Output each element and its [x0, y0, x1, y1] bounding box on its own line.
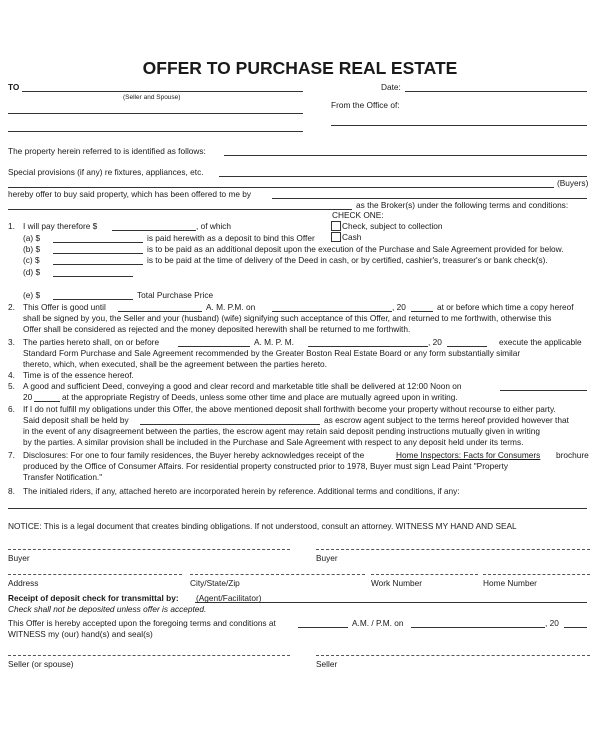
buyers-label: (Buyers) [557, 178, 589, 188]
e-amount-line[interactable] [53, 299, 133, 300]
offered-by-line[interactable] [272, 198, 587, 199]
accepted-text: This Offer is hereby accepted upon the foregoing terms and conditions at [8, 618, 276, 628]
clause-4-text: Time is of the essence hereof. [23, 370, 134, 380]
buyers-line[interactable] [8, 187, 554, 188]
from-office-line[interactable] [331, 125, 587, 126]
clause-3-line-1c: , 20 [428, 337, 442, 347]
date-line[interactable] [405, 91, 587, 92]
clause-3-line-2: Standard Form Purchase and Sale Agreement recommended by the Greater Boston Real Estate Board or any form substantially similar [23, 348, 521, 358]
check-option-label: Check, subject to collection [342, 221, 443, 231]
special-provisions-label: Special provisions (if any) re fixtures, appliances, etc. [8, 167, 204, 177]
clause-2-line-1c: , 20 [392, 302, 406, 312]
a-text: is paid herewith as a deposit to bind this Offer [147, 233, 315, 243]
accepted-year-line[interactable] [564, 627, 587, 628]
buyer-1-label: Buyer [8, 553, 30, 563]
escrow-agent-line[interactable] [140, 424, 320, 425]
clause-5-line-2a: 20 [23, 392, 33, 402]
good-until-date-line[interactable] [272, 311, 392, 312]
clause-7-line-1a: Disclosures: For one to four family residences, the Buyer hereby acknowledges receipt of the [23, 450, 365, 460]
clause-1-number: 1. [8, 221, 15, 231]
city-line[interactable] [190, 574, 365, 575]
to-label: TO [8, 82, 20, 92]
clause-7-line-1c: brochure [556, 450, 589, 460]
pay-therefore-label: I will pay therefore $ [23, 221, 98, 231]
clause-7-line-3: Transfer Notification." [23, 472, 103, 482]
good-until-year-line[interactable] [411, 311, 433, 312]
work-number-label: Work Number [371, 578, 423, 588]
special-provisions-line[interactable] [219, 176, 587, 177]
d-amount-line[interactable] [53, 276, 133, 277]
property-identified-label: The property herein referred to is identified as follows: [8, 146, 206, 156]
clause-4-number: 4. [8, 370, 15, 380]
b-label: (b) $ [23, 244, 41, 254]
accepted-ampm: A.M. / P.M. on [352, 618, 404, 628]
clause-5-line-2b: at the appropriate Registry of Deeds, unless some other time and place are mutually agreed upon in writing. [62, 392, 458, 402]
clause-3-line-1a: The parties hereto shall, on or before [23, 337, 160, 347]
clause-6-line-1: If I do not fulfill my obligations under this Offer, the above mentioned deposit shall forthwith become your property without recourse to either party. [23, 404, 556, 414]
execute-date-line[interactable] [308, 346, 428, 347]
cash-option-label: Cash [342, 232, 362, 242]
execute-year-line[interactable] [447, 346, 487, 347]
c-label: (c) $ [23, 255, 40, 265]
a-amount-line[interactable] [53, 242, 143, 243]
clause-7-line-2: produced by the Office of Consumer Affairs. For residential property constructed prior to 1978, Buyer must sign Lead Paint "Property [23, 461, 509, 471]
accepted-year-prefix: , 20 [545, 618, 559, 628]
good-until-time-line[interactable] [118, 311, 202, 312]
deed-year-line[interactable] [34, 401, 60, 402]
broker-line[interactable] [8, 209, 352, 210]
c-text: is to be paid at the time of delivery of the Deed in cash, or by certified, cashier's, treasurer's or bank check(s). [147, 255, 548, 265]
accepted-time-line[interactable] [298, 627, 348, 628]
clause-6-line-4: by the parties. A similar provision shall be included in the Purchase and Sale Agreement with respect to any deposit held under its terms. [23, 437, 524, 447]
city-state-zip-label: City/State/Zip [190, 578, 240, 588]
clause-6-number: 6. [8, 404, 15, 414]
clause-5-line-1: A good and sufficient Deed, conveying a good and clear record and marketable title shall be delivered at 12:00 Noon on [23, 381, 462, 391]
total-price-label: Total Purchase Price [137, 290, 214, 300]
b-amount-line[interactable] [53, 253, 143, 254]
clause-7-number: 7. [8, 450, 15, 460]
clause-6-line-2a: Said deposit shall be held by [23, 415, 129, 425]
witness-text: WITNESS my (our) hand(s) and seal(s) [8, 629, 153, 639]
clause-2-number: 2. [8, 302, 15, 312]
agent-label: (Agent/Facilitator) [196, 593, 262, 603]
accepted-date-line[interactable] [411, 627, 545, 628]
check-checkbox[interactable] [331, 221, 341, 231]
e-label: (e) $ [23, 290, 41, 300]
additional-terms-line[interactable] [8, 508, 587, 509]
seller-signature-line[interactable] [316, 655, 590, 656]
clause-3-line-1b: A. M. P. M. [254, 337, 294, 347]
receipt-label: Receipt of deposit check for transmittal by: [8, 593, 179, 603]
buyer-2-signature-line[interactable] [316, 549, 590, 550]
d-label: (d) $ [23, 267, 41, 277]
clause-8-text: The initialed riders, if any, attached hereto are incorporated herein by reference. Additional terms and conditions, if any: [23, 486, 460, 496]
clause-3-number: 3. [8, 337, 15, 347]
seller-spouse-caption: (Seller and Spouse) [123, 94, 181, 101]
clause-2-line-1d: at or before which time a copy hereof [437, 302, 574, 312]
clause-2-line-3: Offer shall be considered as rejected and the money deposited herewith shall be returned to me forthwith. [23, 324, 411, 334]
check-one-label: CHECK ONE: [332, 210, 384, 220]
clause-3-line-1d: execute the applicable [499, 337, 582, 347]
deed-date-line[interactable] [500, 390, 587, 391]
b-text: is to be paid as an additional deposit upon the execution of the Purchase and Sale Agreement provided for below. [147, 244, 564, 254]
clause-8-number: 8. [8, 486, 15, 496]
notice-text: NOTICE: This is a legal document that creates binding obligations. If not understood, consult an attorney. WITNESS MY HAND AND SEAL [8, 521, 517, 531]
price-line[interactable] [112, 230, 196, 231]
address-line[interactable] [8, 574, 182, 575]
cash-checkbox[interactable] [331, 232, 341, 242]
clause-6-line-3: in the event of any disagreement between the parties, the escrow agent may retain said deposit pending instructions mutually given in writing [23, 426, 541, 436]
brochure-title: Home Inspectors: Facts for Consumers [396, 450, 541, 460]
property-line[interactable] [224, 155, 587, 156]
a-label: (a) $ [23, 233, 41, 243]
from-office-label: From the Office of: [331, 100, 400, 110]
clause-5-number: 5. [8, 381, 15, 391]
seller-spouse-signature-line[interactable] [8, 655, 290, 656]
to-line[interactable] [22, 91, 303, 92]
clause-2-line-1b: A. M. P.M. on [206, 302, 256, 312]
work-number-line[interactable] [371, 574, 478, 575]
clause-3-line-3: thereto, which, when executed, shall be the agreement between the parties hereto. [23, 359, 327, 369]
seller-spouse-label: Seller (or spouse) [8, 659, 74, 669]
seller-label: Seller [316, 659, 338, 669]
home-number-line[interactable] [483, 574, 590, 575]
execute-time-line[interactable] [178, 346, 250, 347]
clause-6-line-2b: as escrow agent subject to the terms hereof provided however that [324, 415, 569, 425]
clause-2-line-1a: This Offer is good until [23, 302, 106, 312]
of-which-label: , of which [196, 221, 232, 231]
buyer-2-label: Buyer [316, 553, 338, 563]
clause-2-line-2: shall be signed by you, the Seller and your (husband) (wife) signifying such acceptance of this Offer, and returned to me forthwith, otherwise this [23, 313, 552, 323]
address-label: Address [8, 578, 39, 588]
home-number-label: Home Number [483, 578, 537, 588]
to-line-2[interactable] [8, 113, 303, 114]
document-title: OFFER TO PURCHASE REAL ESTATE [142, 58, 458, 78]
hereby-offer-label: hereby offer to buy said property, which has been offered to me by [8, 189, 252, 199]
date-label: Date: [381, 82, 401, 92]
buyer-1-signature-line[interactable] [8, 549, 290, 550]
not-deposited-note: Check shall not be deposited unless offer is accepted. [8, 604, 207, 614]
c-amount-line[interactable] [53, 264, 143, 265]
to-line-3[interactable] [8, 131, 303, 132]
as-broker-label: as the Broker(s) under the following terms and conditions: [356, 200, 569, 210]
